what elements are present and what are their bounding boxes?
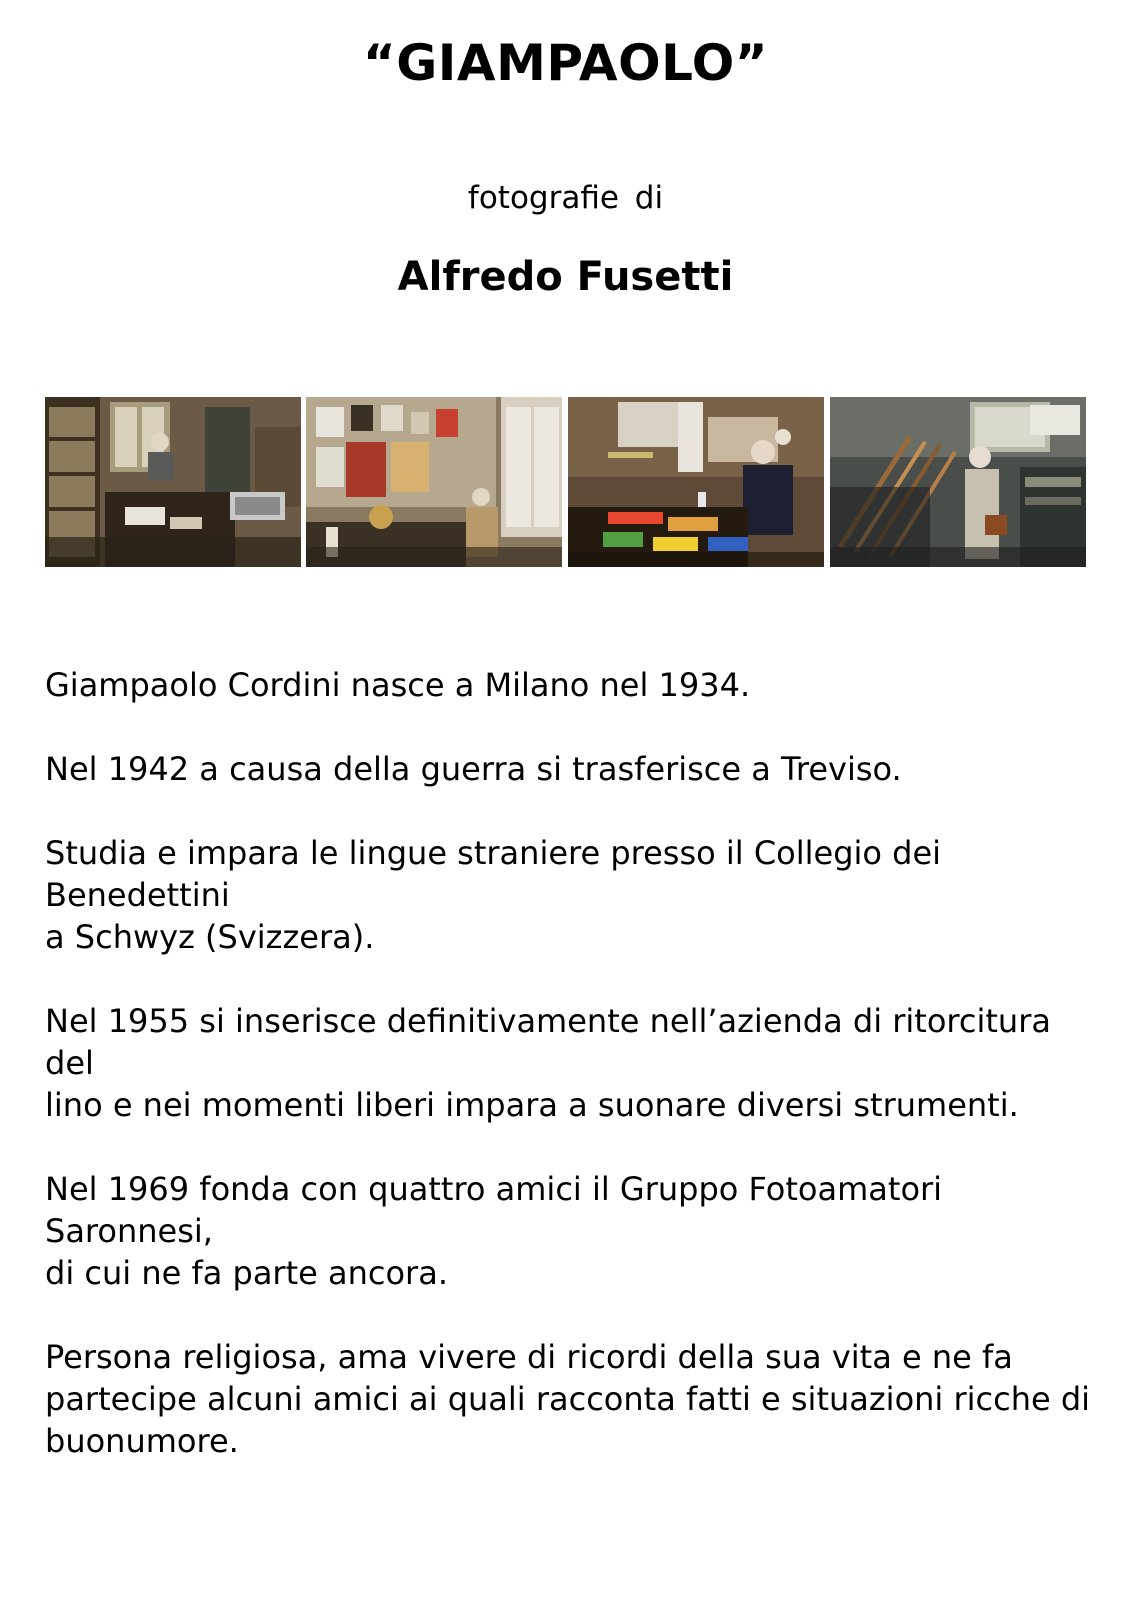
photo-textile-mill: [830, 397, 1086, 567]
biography: [45, 664, 1105, 1504]
page-title: “GIAMPAOLO”: [362, 34, 769, 92]
bio-paragraph: Nel 1969 fonda con quattro amici il Gruppo Fotoamatori Saronnesi, di cui ne fa parte ancora.: [45, 1170, 943, 1292]
bio-paragraph: Nel 1955 si inserisce definitivamente nell’azienda di ritorcitura del lino e nei momenti liberi impara a suonare diversi strumenti.: [45, 1002, 1051, 1124]
subtitle: fotografie di: [467, 180, 664, 216]
bio-paragraph: Giampaolo Cordini nasce a Milano nel 1934.: [45, 666, 751, 704]
photo-religious-room: [306, 397, 562, 567]
photo-strip: [45, 397, 1088, 567]
bio-paragraph: Persona religiosa, ama vivere di ricordi della sua vita e ne fa partecipe alcuni amici ai quali racconta fatti e situazioni ricche di buonumore.: [45, 1338, 1091, 1460]
bio-paragraph: Nel 1942 a causa della guerra si trasferisce a Treviso.: [45, 750, 902, 788]
author-name: Alfredo Fusetti: [397, 254, 734, 300]
bio-paragraph: Studia e impara le lingue straniere presso il Collegio dei Benedettini a Schwyz (Svizzera).: [45, 834, 942, 956]
photo-darkroom: [568, 397, 824, 567]
photo-study-room: [45, 397, 301, 567]
